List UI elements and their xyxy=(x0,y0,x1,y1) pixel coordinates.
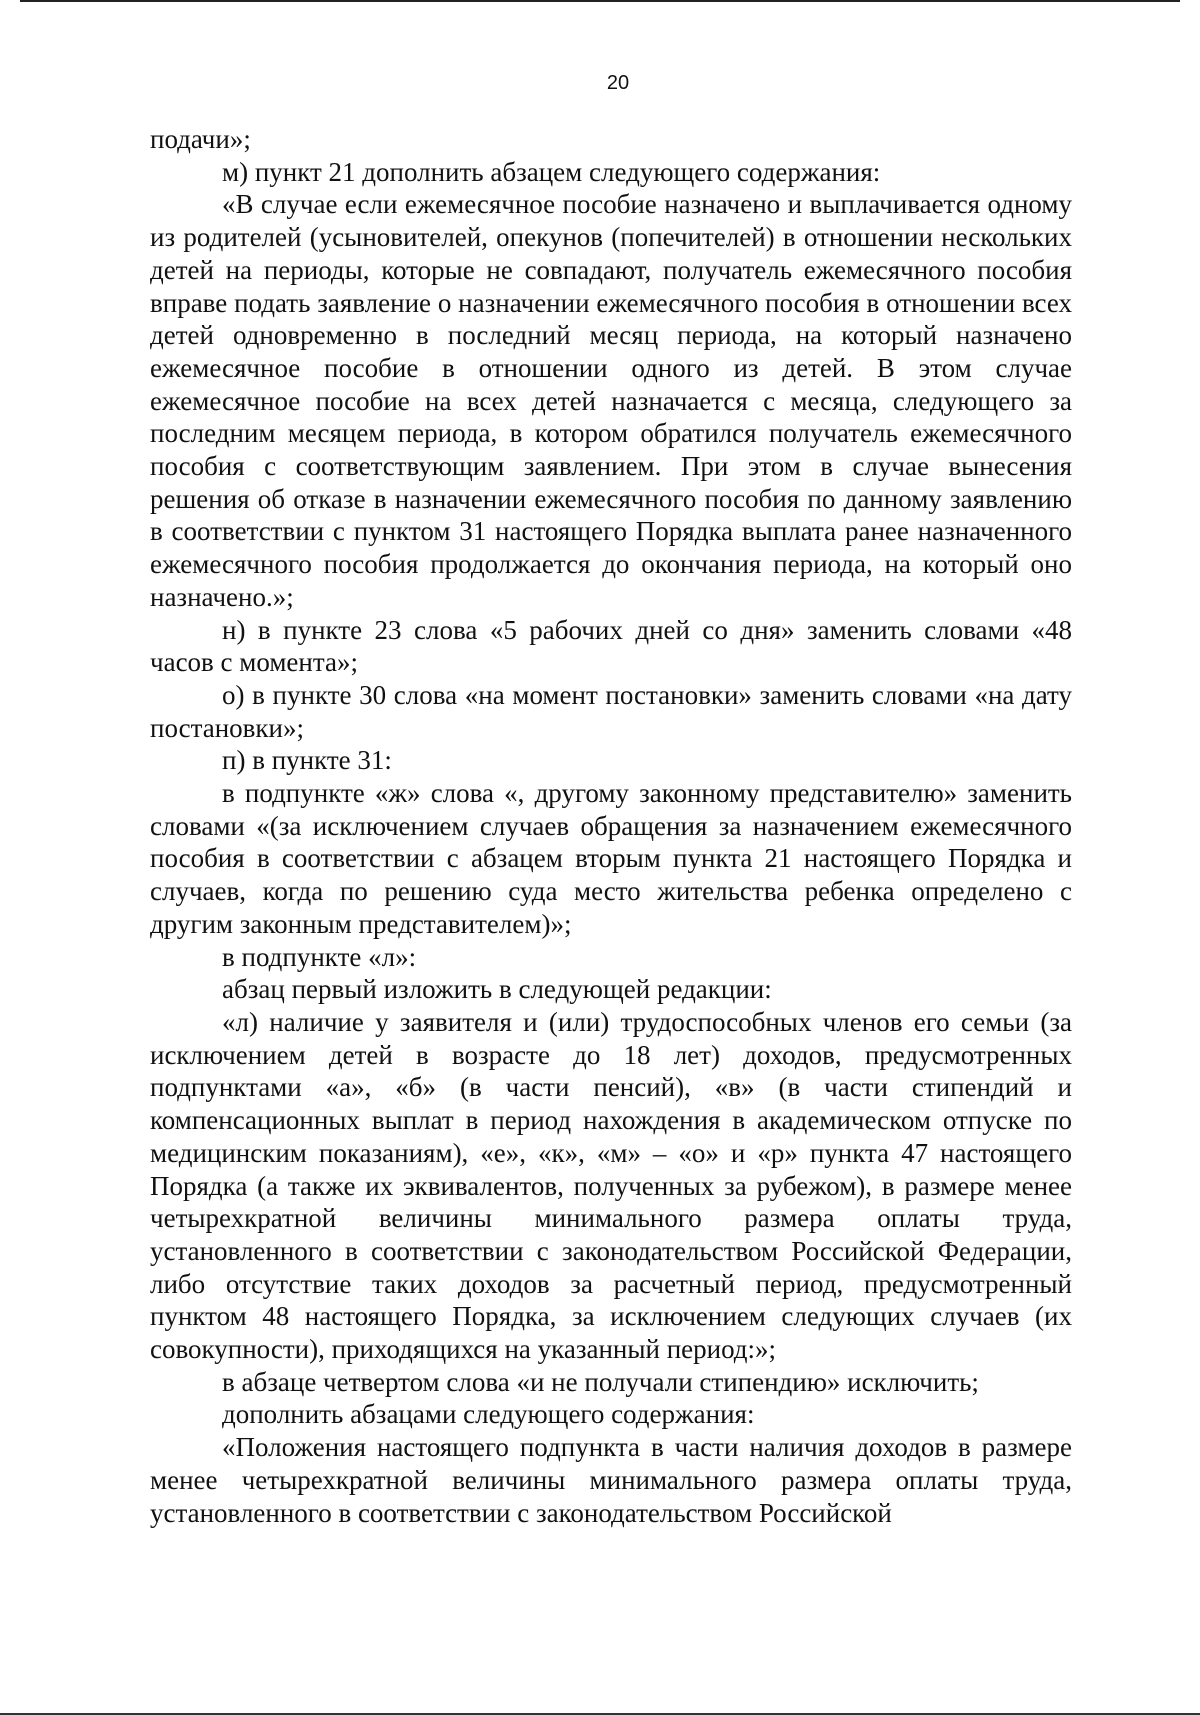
paragraph: «Положения настоящего подпункта в части наличия доходов в размере менее четырехкратной величины минимального размера оплаты труда, установленного в соответствии с законодательством Российской xyxy=(150,1432,1072,1528)
paragraph: «В случае если ежемесячное пособие назначено и выплачивается одному из родителей (усыновителей, опекунов (попечителей) в отношении нескольких детей на периоды, которые не совпадают, получатель ежемесячного пособия вправе подать заявление о назначении ежемесячного пособия в отношении всех детей одновременно в последний месяц периода, на который назначено ежемесячное пособие в отношении одного из детей. В этом случае ежемесячное пособие на всех детей назначается с месяца, следующего за последним месяцем периода, в котором обратился получатель ежемесячного пособия с соответствующим заявлением. При этом в случае вынесения решения об отказе в назначении ежемесячного пособия по данному заявлению в соответствии с пунктом 31 настоящего Порядка выплата ранее назначенного ежемесячного пособия продолжается до окончания периода, на который оно назначено.»; xyxy=(150,189,1072,612)
document-body xyxy=(150,123,1072,1529)
paragraph: в абзаце четвертом слова «и не получали стипендию» исключить; xyxy=(222,1366,979,1397)
paragraph: дополнить абзацами следующего содержания: xyxy=(222,1399,755,1430)
paragraph: абзац первый изложить в следующей редакции: xyxy=(222,974,772,1005)
page-number: 20 xyxy=(606,72,630,94)
document-page xyxy=(150,72,1072,1529)
paragraph: в подпункте «ж» слова «, другому законному представителю» заменить словами «(за исключением случаев обращения за назначением ежемесячного пособия в соответствии с абзацем вторым пункта 21 настоящего Порядка и случаев, когда по решению суда место жительства ребенка определено с другим законным представителем)»; xyxy=(150,778,1072,939)
scan-edge-top xyxy=(20,0,1180,2)
paragraph: подачи»; xyxy=(150,124,251,154)
paragraph: о) в пункте 30 слова «на момент постановки» заменить словами «на дату постановки»; xyxy=(150,679,1072,743)
paragraph: «л) наличие у заявителя и (или) трудоспособных членов его семьи (за исключением детей в возрасте до 18 лет) доходов, предусмотренных подпунктами «а», «б» (в части пенсий), «в» (в части стипендий и компенсационных выплат в период нахождения в академическом отпуске по медицинским показаниям), «е», «к», «м» – «о» и «р» пункта 47 настоящего Порядка (а также их эквивалентов, полученных за рубежом), в размере менее четырехкратной величины минимального размера оплаты труда, установленного в соответствии с законодательством Российской Федерации, либо отсутствие таких доходов за расчетный период, предусмотренный пунктом 48 настоящего Порядка, за исключением следующих случаев (их совокупности), приходящихся на указанный период:»; xyxy=(150,1006,1072,1365)
paragraph: п) в пункте 31: xyxy=(222,745,392,776)
paragraph: н) в пункте 23 слова «5 рабочих дней со дня» заменить словами «48 часов с момента»; xyxy=(150,614,1072,678)
paragraph: в подпункте «л»: xyxy=(222,941,417,972)
paragraph: м) пункт 21 дополнить абзацем следующего содержания: xyxy=(222,156,881,187)
